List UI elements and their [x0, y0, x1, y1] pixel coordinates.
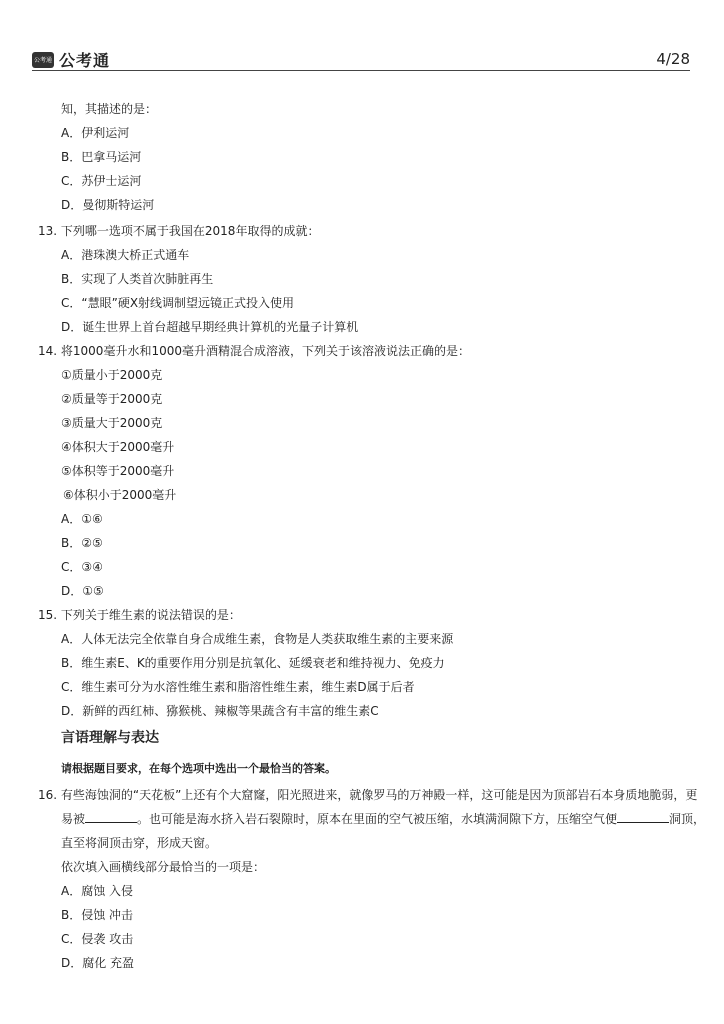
logo-text: 公考通 [59, 51, 111, 70]
q16-option-b: B．侵蚀 冲击 [61, 908, 134, 922]
q16-stem-line-2 [61, 811, 705, 827]
q16-stem-part-a: 易被 [61, 812, 86, 826]
q14-stem: 14. 将1000毫升水和1000毫升酒精混合成溶液，下列关于该溶液说法正确的是： [38, 344, 470, 358]
q16-stem-line-1: 16. 有些海蚀洞的“天花板”上还有个大窟窿，阳光照进来，就像罗马的万神殿一样，这可能是因为顶部岩石本身质地脆弱，更 [38, 788, 698, 802]
q15-option-c: C．维生素可分为水溶性维生素和脂溶性维生素，维生素D属于后者 [61, 680, 415, 694]
logo [32, 48, 110, 71]
page-header [32, 44, 690, 70]
q14-statement-5: ⑤体积等于2000毫升 [61, 464, 175, 478]
q13-option-a: A．港珠澳大桥正式通车 [61, 248, 190, 262]
q16-option-d: D．腐化 充盈 [61, 956, 135, 970]
q14-option-d: D．①⑤ [61, 584, 104, 598]
q12-option-b: B．巴拿马运河 [61, 150, 142, 164]
q16-option-a: A．腐蚀 入侵 [61, 884, 134, 898]
q14-option-a: A．①⑥ [61, 512, 103, 526]
q12-stem-continuation: 知，其描述的是： [61, 102, 158, 116]
q16-stem-part-b: 。也可能是海水挤入岩石裂隙时，原本在里面的空气被压缩，水填满洞隙下方，压缩空气便 [137, 812, 618, 826]
header-divider [32, 70, 690, 71]
q14-statement-4: ④体积大于2000毫升 [61, 440, 175, 454]
blank-2 [617, 811, 669, 823]
q14-statement-1: ①质量小于2000克 [61, 368, 163, 382]
q14-statement-2: ②质量等于2000克 [61, 392, 163, 406]
q13-option-c: C．“慧眼”硬X射线调制望远镜正式投入使用 [61, 296, 295, 310]
q15-option-a: A．人体无法完全依靠自身合成维生素，食物是人类获取维生素的主要来源 [61, 632, 454, 646]
section-instruction: 请根据题目要求，在每个选项中选出一个最恰当的答案。 [61, 762, 336, 775]
q12-option-d: D．曼彻斯特运河 [61, 198, 155, 212]
q14-option-b: B．②⑤ [61, 536, 103, 550]
q15-option-d: D．新鲜的西红柿、猕猴桃、辣椒等果蔬含有丰富的维生素C [61, 704, 379, 718]
q15-stem: 15. 下列关于维生素的说法错误的是： [38, 608, 241, 622]
page-number: 4/28 [656, 50, 690, 68]
q14-statement-6: ⑥体积小于2000毫升 [63, 488, 177, 502]
blank-1 [85, 811, 137, 823]
q15-option-b: B．维生素E、K的重要作用分别是抗氧化、延缓衰老和维持视力、免疫力 [61, 656, 445, 670]
q16-option-c: C．侵袭 攻击 [61, 932, 134, 946]
q14-statement-3: ③质量大于2000克 [61, 416, 163, 430]
q14-option-c: C．③④ [61, 560, 103, 574]
section-title: 言语理解与表达 [61, 730, 159, 746]
q16-stem-line-3: 直至将洞顶击穿，形成天窗。 [61, 836, 218, 850]
q13-option-b: B．实现了人类首次肺脏再生 [61, 272, 214, 286]
logo-badge: 公考通 [32, 52, 54, 68]
q16-stem-part-c: 洞顶， [669, 812, 706, 826]
q12-option-c: C．苏伊士运河 [61, 174, 142, 188]
q12-option-a: A．伊利运河 [61, 126, 130, 140]
q13-stem: 13. 下列哪一选项不属于我国在2018年取得的成就： [38, 224, 320, 238]
q16-prompt: 依次填入画横线部分最恰当的一项是： [61, 860, 266, 874]
q13-option-d: D．诞生世界上首台超越早期经典计算机的光量子计算机 [61, 320, 359, 334]
